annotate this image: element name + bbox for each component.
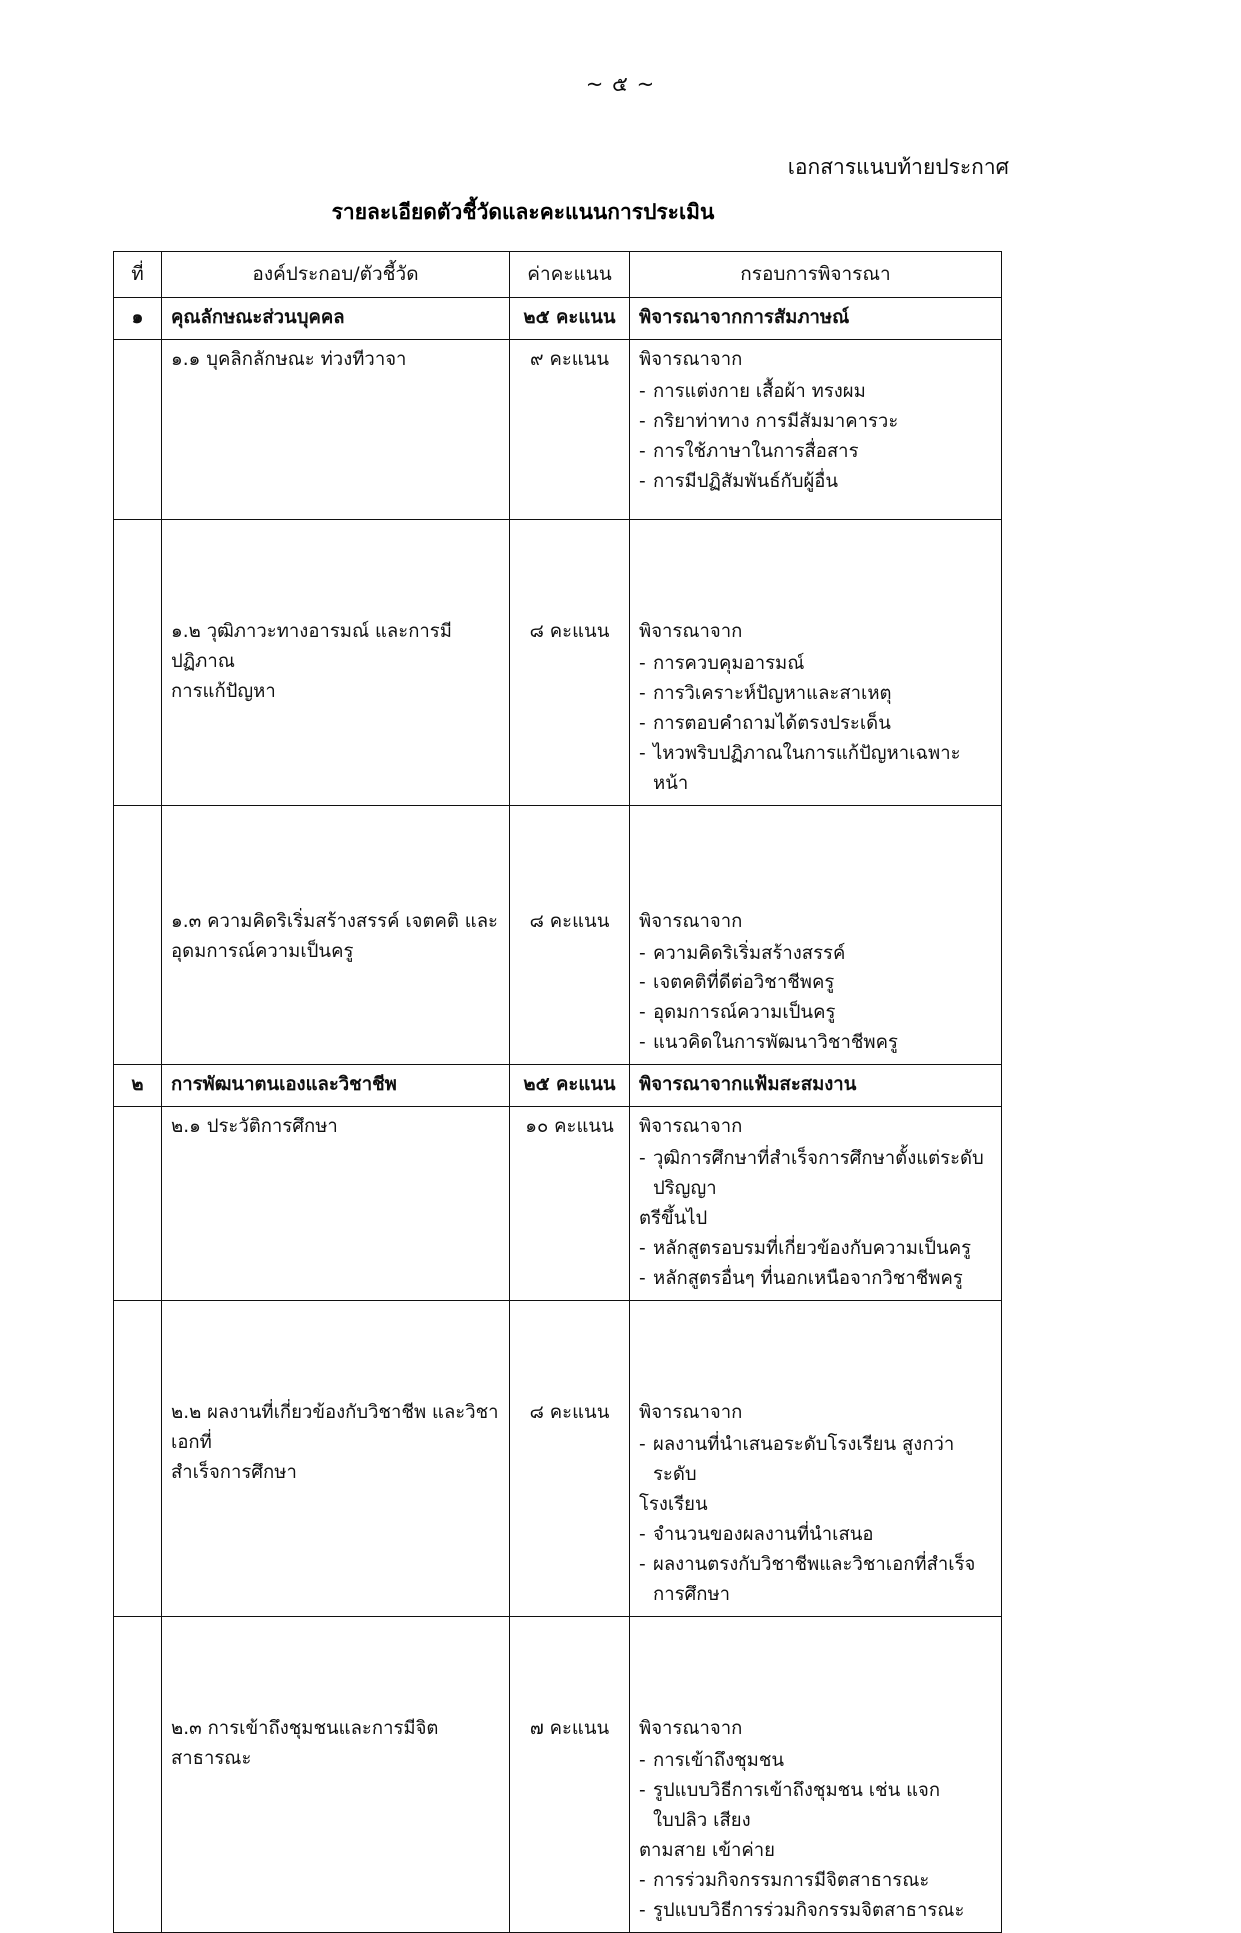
dash-icon: - [639, 1899, 646, 1921]
score-value: ๘ คะแนน [529, 620, 610, 642]
list-item [639, 968, 992, 998]
list-item [639, 1430, 992, 1490]
row-number [114, 1107, 162, 1301]
list-item [639, 437, 992, 467]
row-number [114, 339, 162, 519]
indicator-cell [162, 1107, 510, 1301]
framework-lead: พิจารณาจาก [639, 1717, 743, 1739]
indicator-label-line2: การแก้ปัญหา [171, 680, 276, 702]
section-number: ๑ [114, 297, 162, 339]
framework-bullet-list [639, 939, 992, 1059]
indicator-cell [162, 1616, 510, 1932]
section-title: การพัฒนาตนเองและวิชาชีพ [162, 1065, 510, 1107]
bullet-text: การวิเคราะห์ปัญหาและสาเหตุ [653, 682, 892, 704]
attachment-note: เอกสารแนบท้ายประกาศ [787, 155, 1009, 179]
table-row [114, 1107, 1002, 1301]
list-item [639, 1746, 992, 1776]
bullet-text: การใช้ภาษาในการสื่อสาร [653, 440, 859, 462]
list-item [639, 467, 992, 497]
table-row [114, 805, 1002, 1065]
list-item [639, 1896, 992, 1926]
dash-icon: - [639, 410, 646, 432]
list-item [639, 1234, 992, 1264]
score-cell: ๑๐ คะแนน [510, 1107, 630, 1301]
table-row [114, 1301, 1002, 1617]
bullet-text: เจตคติที่ดีต่อวิชาชีพครู [653, 972, 835, 994]
column-header-no: ที่ [114, 252, 162, 298]
column-header-score: ค่าคะแนน [510, 252, 630, 298]
column-header-indicator: องค์ประกอบ/ตัวชี้วัด [162, 252, 510, 298]
list-item [639, 649, 992, 679]
list-item [639, 679, 992, 709]
dash-icon: - [639, 1749, 646, 1771]
framework-bullet-list [639, 1144, 992, 1294]
bullet-text: การเข้าถึงชุมชน [653, 1749, 785, 1771]
section-framework: พิจารณาจากการสัมภาษณ์ [630, 297, 1002, 339]
list-item [639, 1550, 992, 1610]
framework-lead: พิจารณาจาก [639, 910, 743, 932]
framework-cell [630, 339, 1002, 519]
row-number [114, 1616, 162, 1932]
framework-lead: พิจารณาจาก [639, 620, 743, 642]
framework-bullet-list [639, 377, 992, 497]
section-title: คุณลักษณะส่วนบุคคล [162, 297, 510, 339]
assessment-table [113, 251, 1002, 1933]
framework-cell [630, 805, 1002, 1065]
framework-bullet-list [639, 1430, 992, 1610]
list-item [639, 998, 992, 1028]
dash-icon: - [639, 652, 646, 674]
dash-icon: - [639, 1554, 646, 1576]
bullet-text: การตอบคำถามได้ตรงประเด็น [653, 712, 891, 734]
bullet-text: ไหวพริบปฏิภาณในการแก้ปัญหาเฉพาะหน้า [653, 742, 961, 794]
dash-icon: - [639, 942, 646, 964]
table-header-row [114, 252, 1002, 298]
indicator-label: ๑.๑ บุคลิกลักษณะ ท่วงทีวาจา [171, 348, 407, 370]
bullet-text: รูปแบบวิธีการเข้าถึงชุมชน เช่น แจกใบปลิว เสียง [653, 1779, 941, 1831]
score-cell [510, 805, 630, 1065]
row-number [114, 805, 162, 1065]
dash-icon: - [639, 742, 646, 764]
list-item [639, 1776, 992, 1836]
indicator-label: ๑.๒ วุฒิภาวะทางอารมณ์ และการมีปฏิภาณ [171, 620, 452, 672]
table-row [114, 1616, 1002, 1932]
dash-icon: - [639, 1434, 646, 1456]
framework-lead: พิจารณาจาก [639, 1116, 743, 1138]
indicator-cell [162, 519, 510, 805]
list-item [639, 939, 992, 969]
list-item [639, 1520, 992, 1550]
framework-cell [630, 1107, 1002, 1301]
score-value: ๘ คะแนน [529, 1402, 610, 1424]
framework-cell [630, 519, 1002, 805]
bullet-text: ผลงานตรงกับวิชาชีพและวิชาเอกที่สำเร็จการศึกษา [653, 1554, 976, 1605]
page-title: รายละเอียดตัวชี้วัดและคะแนนการประเมิน [331, 200, 715, 224]
dash-icon: - [639, 1238, 646, 1260]
indicator-cell [162, 1301, 510, 1617]
section-framework: พิจารณาจากแฟ้มสะสมงาน [630, 1065, 1002, 1107]
bullet-text: อุดมการณ์ความเป็นครู [653, 1002, 836, 1024]
bullet-text: การมีปฏิสัมพันธ์กับผู้อื่น [653, 470, 839, 492]
indicator-label: ๒.๒ ผลงานที่เกี่ยวข้องกับวิชาชีพ และวิชาเอกที่ [171, 1402, 499, 1454]
score-cell [510, 1301, 630, 1617]
section-row [114, 297, 1002, 339]
row-number [114, 519, 162, 805]
row-number [114, 1301, 162, 1617]
framework-bullet-list [639, 1746, 992, 1926]
list-item-continuation: ตรีขึ้นไป [639, 1208, 708, 1230]
score-value: ๘ คะแนน [529, 910, 610, 932]
framework-cell [630, 1301, 1002, 1617]
bullet-text: การควบคุมอารมณ์ [653, 652, 805, 674]
dash-icon: - [639, 1002, 646, 1024]
list-item-continuation: โรงเรียน [639, 1494, 708, 1516]
table-row [114, 519, 1002, 805]
bullet-text: การร่วมกิจกรรมการมีจิตสาธารณะ [653, 1869, 930, 1891]
indicator-label: ๑.๓ ความคิดริเริ่มสร้างสรรค์ เจตคติ และ [171, 910, 498, 932]
score-cell [510, 1616, 630, 1932]
section-number: ๒ [114, 1065, 162, 1107]
framework-cell [630, 1616, 1002, 1932]
list-item [639, 739, 992, 799]
bullet-text: การแต่งกาย เสื้อผ้า ทรงผม [653, 380, 866, 402]
dash-icon: - [639, 440, 646, 462]
dash-icon: - [639, 1148, 646, 1170]
dash-icon: - [639, 972, 646, 994]
dash-icon: - [639, 1032, 646, 1054]
bullet-text: รูปแบบวิธีการร่วมกิจกรรมจิตสาธารณะ [653, 1899, 965, 1921]
list-item [639, 1866, 992, 1896]
list-item [639, 709, 992, 739]
dash-icon: - [639, 712, 646, 734]
score-value: ๗ คะแนน [529, 1717, 610, 1739]
indicator-label-line2: สำเร็จการศึกษา [171, 1462, 297, 1484]
indicator-cell [162, 339, 510, 519]
dash-icon: - [639, 380, 646, 402]
list-item-continuation: ตามสาย เข้าค่าย [639, 1839, 775, 1861]
indicator-cell [162, 805, 510, 1065]
section-score: ๒๕ คะแนน [510, 297, 630, 339]
dash-icon: - [639, 1524, 646, 1546]
indicator-label: ๒.๑ ประวัติการศึกษา [171, 1116, 338, 1138]
score-cell: ๙ คะแนน [510, 339, 630, 519]
indicator-label-line2: อุดมการณ์ความเป็นครู [171, 940, 354, 962]
bullet-text: จำนวนของผลงานที่นำเสนอ [653, 1524, 874, 1546]
bullet-text: หลักสูตรอื่นๆ ที่นอกเหนือจากวิชาชีพครู [653, 1268, 963, 1290]
list-item [639, 377, 992, 407]
section-score: ๒๕ คะแนน [510, 1065, 630, 1107]
page-number: ~ ๕ ~ [585, 72, 656, 96]
indicator-label: ๒.๓ การเข้าถึงชุมชนและการมีจิตสาธารณะ [171, 1717, 439, 1769]
framework-lead: พิจารณาจาก [639, 1402, 743, 1424]
table-row [114, 339, 1002, 519]
framework-lead: พิจารณาจาก [639, 348, 743, 370]
bullet-text: ผลงานที่นำเสนอระดับโรงเรียน สูงกว่าระดับ [653, 1434, 955, 1486]
section-row [114, 1065, 1002, 1107]
dash-icon: - [639, 1779, 646, 1801]
list-item [639, 1028, 992, 1058]
dash-icon: - [639, 1869, 646, 1891]
list-item [639, 1144, 992, 1204]
bullet-text: วุฒิการศึกษาที่สำเร็จการศึกษาตั้งแต่ระดับปริญญา [653, 1148, 984, 1200]
framework-bullet-list [639, 649, 992, 799]
bullet-text: กริยาท่าทาง การมีสัมมาคารวะ [653, 410, 899, 432]
dash-icon: - [639, 682, 646, 704]
dash-icon: - [639, 470, 646, 492]
bullet-text: หลักสูตรอบรมที่เกี่ยวข้องกับความเป็นครู [653, 1238, 972, 1260]
list-item [639, 407, 992, 437]
column-header-framework: กรอบการพิจารณา [630, 252, 1002, 298]
bullet-text: แนวคิดในการพัฒนาวิชาชีพครู [653, 1032, 898, 1054]
list-item [639, 1264, 992, 1294]
score-cell [510, 519, 630, 805]
bullet-text: ความคิดริเริ่มสร้างสรรค์ [653, 942, 846, 964]
dash-icon: - [639, 1268, 646, 1290]
